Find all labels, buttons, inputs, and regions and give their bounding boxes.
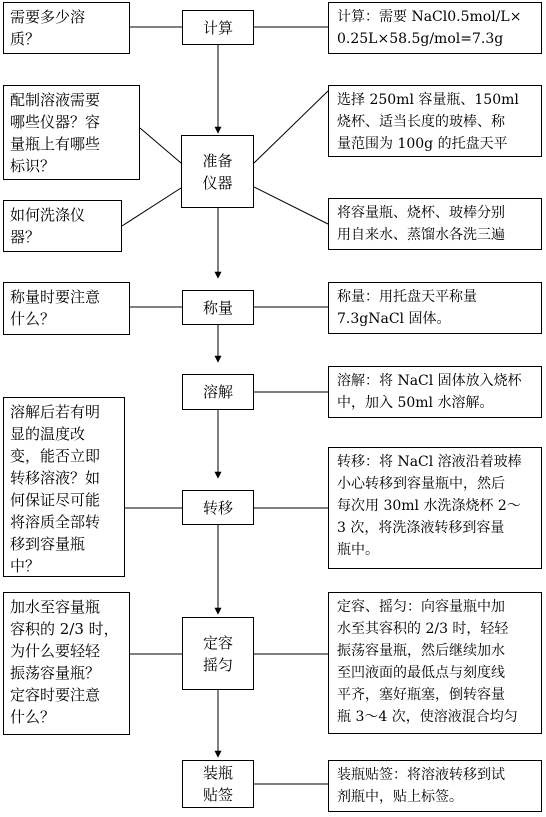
step-calculate: 计算 bbox=[182, 10, 254, 45]
q-connector-2 bbox=[140, 128, 181, 163]
answer-volume-shake: 定容、摇匀：向容量瓶中加 水至其容积的 2/3 时，轻轻 振荡容量瓶，然后继续加水 至凹液面的最低点与刻度线 平齐，塞好瓶塞，倒转容量 瓶 3～4 次，使溶液混合均匀 bbox=[328, 592, 542, 734]
question-solute-amount: 需要多少溶 质？ bbox=[3, 2, 130, 54]
answer-prepare-instruments: 选择 250ml 容量瓶、150ml 烧杯、适当长度的玻棒、称 量范围为 100g 的托盘天平 bbox=[328, 85, 542, 157]
question-volume: 加水至容量瓶 容积的 2/3 时， 为什么要轻轻 振荡容量瓶？ 定容时要注意 什么？ bbox=[3, 592, 130, 735]
a-connector-3 bbox=[254, 187, 328, 224]
question-instruments: 配制溶液需要 哪些仪器？容 量瓶上有哪些 标识？ bbox=[3, 85, 140, 180]
question-washing: 如何洗涤仪 器？ bbox=[3, 200, 122, 252]
step-dissolve: 溶解 bbox=[182, 374, 254, 410]
answer-transfer: 转移：将 NaCl 溶液沿着玻棒 小心转移到容量瓶中，然后 每次用 30ml 水洗涤烧杯 2～ 3 次，将洗涤液转移到容量 瓶中。 bbox=[328, 447, 542, 569]
question-weighing: 称量时要注意 什么？ bbox=[3, 282, 130, 335]
step-transfer: 转移 bbox=[182, 490, 254, 525]
answer-washing: 将容量瓶、烧杯、玻棒分别 用自来水、蒸馏水各洗三遍 bbox=[328, 198, 542, 250]
answer-dissolve: 溶解：将 NaCl 固体放入烧杯 中，加入 50ml 水溶解。 bbox=[328, 366, 542, 418]
a-connector-2 bbox=[254, 91, 328, 163]
step-volume-shake: 定容 摇匀 bbox=[182, 617, 254, 690]
question-dissolve-transfer: 溶解后若有明 显的温度改 变，能否立即 转移溶液？如 何保证尽可能 将溶质全部转 移到容量瓶 中？ bbox=[3, 397, 125, 577]
answer-weigh: 称量：用托盘天平称量 7.3gNaCl 固体。 bbox=[328, 282, 542, 334]
step-bottle-label: 装瓶 贴签 bbox=[182, 760, 254, 808]
step-weigh: 称量 bbox=[182, 290, 254, 325]
answer-calculate: 计算：需要 NaCl0.5mol/L× 0.25L×58.5g/mol=7.3g bbox=[328, 2, 542, 54]
q-connector-3 bbox=[122, 188, 181, 226]
step-prepare-instruments: 准备 仪器 bbox=[181, 135, 254, 208]
answer-bottle-label: 装瓶贴签：将溶液转移到试 剂瓶中，贴上标签。 bbox=[328, 760, 542, 812]
